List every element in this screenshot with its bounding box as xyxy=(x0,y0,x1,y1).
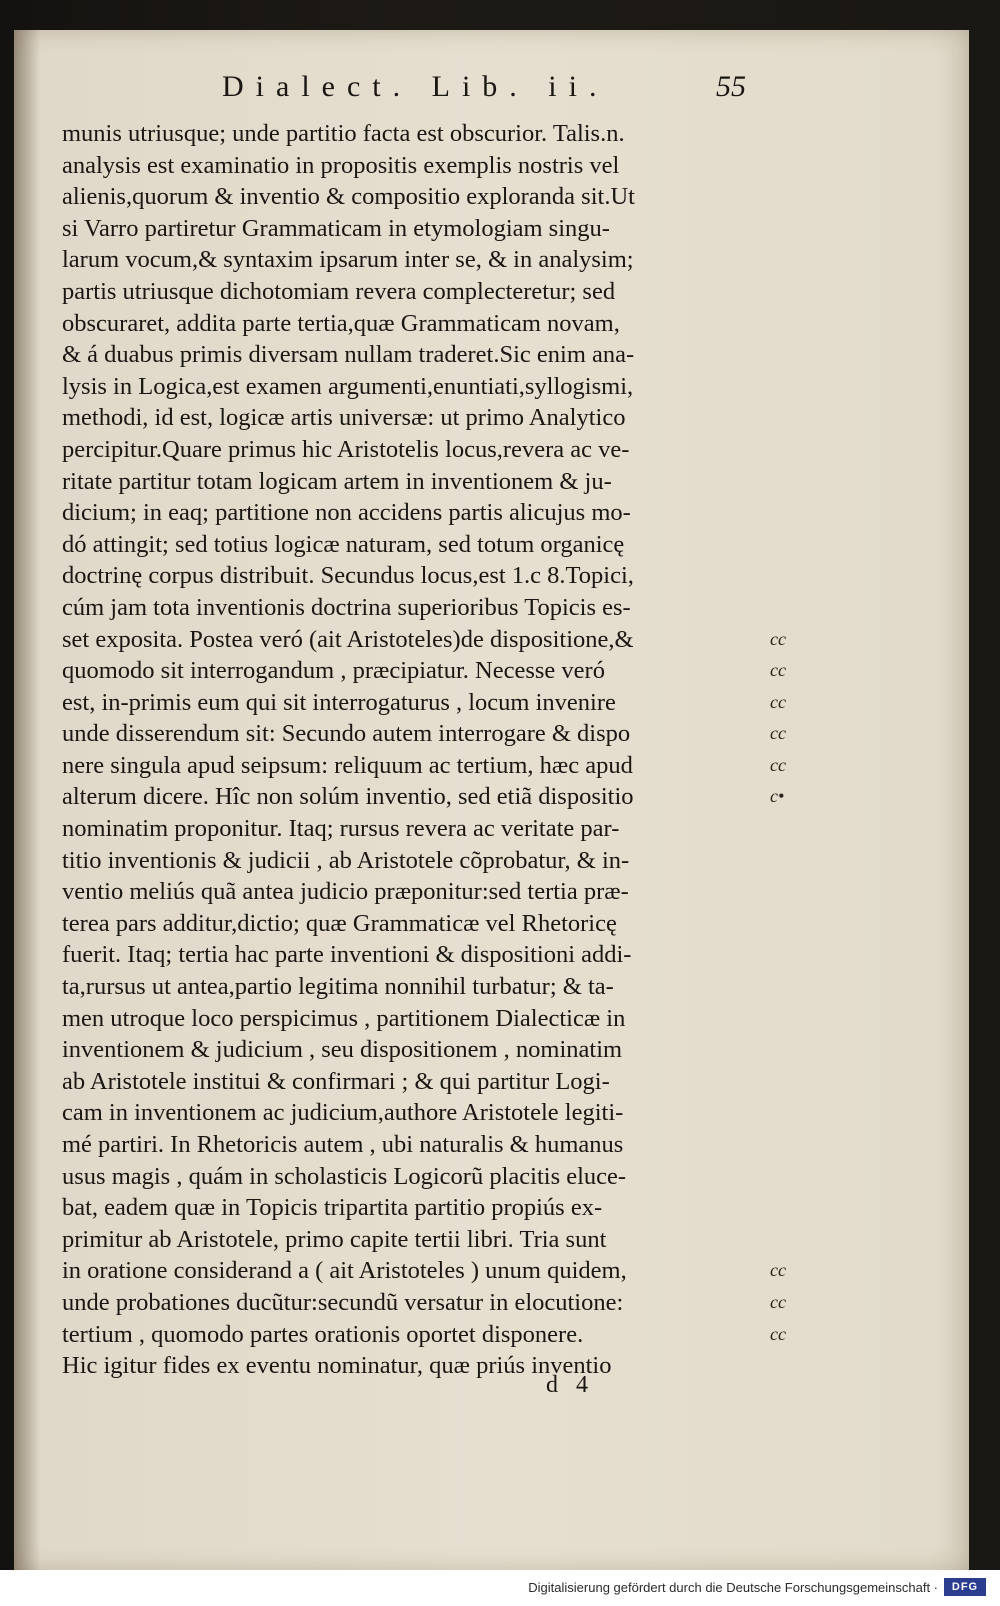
margin-quote-mark xyxy=(770,434,800,466)
text-line: methodi, id est, logicæ artis universæ: ut primo Analytico xyxy=(62,404,626,432)
margin-quote-mark: cc xyxy=(770,691,786,712)
text-line: set exposita. Postea veró (ait Aristoteles)de dispositione,& xyxy=(62,625,634,653)
margin-quote-mark: cc xyxy=(770,628,786,649)
running-head-title: Dialect. Lib. ii. xyxy=(222,70,609,103)
text-line: alterum dicere. Hîc non solúm inventio, sed etiã dispositio xyxy=(62,783,634,811)
margin-quote-mark xyxy=(770,371,800,403)
text-line: unde probationes ducũtur:secundũ versatur in elocutione: xyxy=(62,1288,624,1316)
text-line: Hic igitur fides ex eventu nominatur, quæ priús inventio xyxy=(62,1352,612,1380)
text-line: fuerit. Itaq; tertia hac parte inventioni & dispositioni addi- xyxy=(62,941,632,969)
margin-quote-mark: cc xyxy=(770,754,786,775)
text-line: cúm jam tota inventionis doctrina superioribus Topicis es- xyxy=(62,593,631,621)
text-line: obscuraret, addita parte tertia,quæ Grammaticam novam, xyxy=(62,309,620,337)
margin-quote-mark xyxy=(770,1161,800,1193)
text-line: partis utriusque dichotomiam revera complecteretur; sed xyxy=(62,277,616,305)
margin-quote-mark xyxy=(770,845,800,877)
margin-quote-mark xyxy=(770,1224,800,1256)
margin-quote-mark xyxy=(770,1066,800,1098)
margin-quote-mark xyxy=(770,908,800,940)
signature-mark: d 4 xyxy=(546,1372,588,1398)
margin-quote-mark xyxy=(770,971,800,1003)
margin-quote-mark: c• xyxy=(770,786,785,807)
margin-quote-mark xyxy=(770,1192,800,1224)
margin-quote-mark: cc xyxy=(770,1323,786,1344)
margin-quote-mark: cc xyxy=(770,723,786,744)
margin-quote-mark xyxy=(770,497,800,529)
margin-quotation-marks xyxy=(770,118,800,1382)
text-line: est, in-primis eum qui sit interrogaturus , locum invenire xyxy=(62,688,616,716)
text-line: alienis,quorum & inventio & compositio exploranda sit.Ut xyxy=(62,183,635,211)
margin-quote-mark: cc xyxy=(770,1260,786,1281)
margin-quote-mark xyxy=(770,939,800,971)
text-line: usus magis , quám in scholasticis Logicorũ placitis eluce- xyxy=(62,1162,627,1190)
text-line: unde disserendum sit: Secundo autem interrogare & dispo xyxy=(62,720,631,748)
page-binding-shadow xyxy=(14,30,40,1570)
margin-quote-mark xyxy=(770,276,800,308)
margin-quote-mark xyxy=(770,181,800,213)
margin-quote-mark xyxy=(770,308,800,340)
text-line: bat, eadem quæ in Topicis tripartita partitio propiús ex- xyxy=(62,1194,603,1222)
margin-quote-mark xyxy=(770,244,800,276)
text-line: ritate partitur totam logicam artem in inventionem & ju- xyxy=(62,467,612,495)
text-line: quomodo sit interrogandum , præcipiatur. Necesse veró xyxy=(62,657,605,685)
text-line: inventionem & judicium , seu dispositionem , nominatim xyxy=(62,1036,623,1064)
margin-quote-mark: cc xyxy=(770,1291,786,1312)
margin-quote-mark: cc xyxy=(770,660,786,681)
margin-quote-mark xyxy=(770,150,800,182)
text-line: ta,rursus ut antea,partio legitima nonnihil turbatur; & ta- xyxy=(62,973,614,1001)
margin-quote-mark xyxy=(770,1129,800,1161)
text-line: dicium; in eaq; partitione non accidens partis alicujus mo- xyxy=(62,499,631,527)
text-line: primitur ab Aristotele, primo capite tertii libri. Tria sunt xyxy=(62,1225,607,1253)
margin-quote-mark xyxy=(770,813,800,845)
text-line: larum vocum,& syntaxim ipsarum inter se, & in analysim; xyxy=(62,246,634,274)
text-line: percipitur.Quare primus hic Aristotelis locus,revera ac ve- xyxy=(62,435,630,463)
dfg-logo-icon: DFG xyxy=(944,1578,986,1596)
text-line: nere singula apud seipsum: reliquum ac tertium, hæc apud xyxy=(62,751,633,779)
margin-quote-mark xyxy=(770,213,800,245)
text-line: si Varro partiretur Grammaticam in etymologiam singu- xyxy=(62,214,610,242)
margin-quote-mark xyxy=(770,339,800,371)
margin-quote-mark xyxy=(770,1003,800,1035)
margin-quote-mark xyxy=(770,118,800,150)
margin-quote-mark xyxy=(770,529,800,561)
text-line: men utroque loco perspicimus , partitionem Dialecticæ in xyxy=(62,1004,626,1032)
text-line: ventio meliús quã antea judicio præponitur:sed tertia præ- xyxy=(62,878,629,906)
text-line: tertium , quomodo partes orationis oportet disponere. xyxy=(62,1320,584,1348)
text-line: cam in inventionem ac judicium,authore Aristotele legiti- xyxy=(62,1099,624,1127)
margin-quote-mark xyxy=(770,1034,800,1066)
running-head xyxy=(0,70,1000,110)
page-number: 55 xyxy=(716,70,746,103)
margin-quote-mark xyxy=(770,1350,800,1382)
margin-quote-mark xyxy=(770,560,800,592)
text-line: terea pars additur,dictio; quæ Grammaticæ vel Rhetoricę xyxy=(62,909,617,937)
body-text xyxy=(62,118,767,1382)
margin-quote-mark xyxy=(770,1097,800,1129)
margin-quote-mark xyxy=(770,876,800,908)
text-line: lysis in Logica,est examen argumenti,enuntiati,syllogismi, xyxy=(62,372,634,400)
digitization-footer xyxy=(0,1570,1000,1606)
text-line: in oratione considerand a ( ait Aristoteles ) unum quidem, xyxy=(62,1257,627,1285)
text-line: ab Aristotele institui & confirmari ; & qui partitur Logi- xyxy=(62,1067,610,1095)
text-line: nominatim proponitur. Itaq; rursus revera ac veritate par- xyxy=(62,815,620,843)
text-line: doctrinę corpus distribuit. Secundus locus,est 1.c 8.Topici, xyxy=(62,562,634,590)
funding-credit: Digitalisierung gefördert durch die Deutsche Forschungsgemeinschaft · xyxy=(528,1580,938,1595)
margin-quote-mark xyxy=(770,402,800,434)
margin-quote-mark xyxy=(770,592,800,624)
text-line: analysis est examinatio in propositis exemplis nostris vel xyxy=(62,151,620,179)
margin-quote-mark xyxy=(770,466,800,498)
text-line: mé partiri. In Rhetoricis autem , ubi naturalis & humanus xyxy=(62,1131,624,1158)
text-line: munis utriusque; unde partitio facta est obscurior. Talis.n. xyxy=(62,120,625,147)
text-line: titio inventionis & judicii , ab Aristotele cõprobatur, & in- xyxy=(62,846,630,874)
text-line: & á duabus primis diversam nullam traderet.Sic enim ana- xyxy=(62,341,635,369)
text-line: dó attingit; sed totius logicæ naturam, sed totum organicę xyxy=(62,530,625,558)
